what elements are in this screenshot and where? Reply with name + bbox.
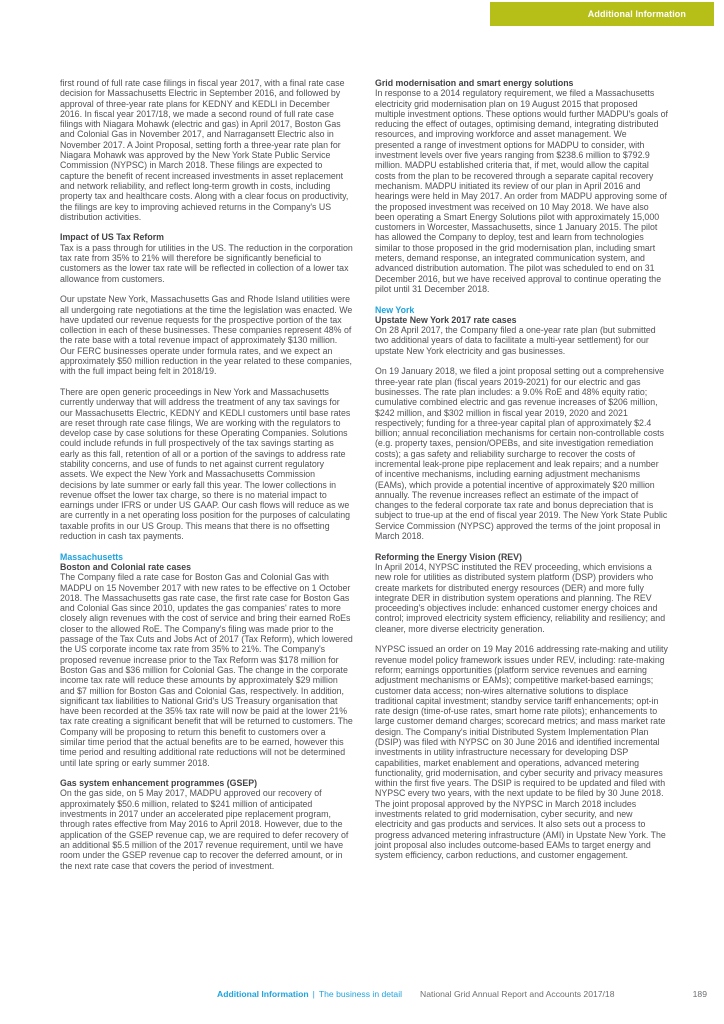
footer-breadcrumb bbox=[217, 989, 402, 999]
footer-subsection-label: The business in detail bbox=[318, 989, 403, 999]
footer-separator: | bbox=[312, 989, 315, 999]
paragraph: On 19 January 2018, we filed a joint proposal setting out a comprehensive three-year rate plan (fiscal years 2019-2021) for our electric and gas businesses. The rate plan includes: a 9.0% RoE and 48% equity ratio; cumulative combined electric and gas revenue increases of $206 million, $242 million, and $302 million in fiscal year 2019, 2020 and 2021 respectively; funding for a three-year capital plan of approximately $2.4 billion; annual reconciliation mechanisms for certain non-controllable costs (e.g. property taxes, pension/OPEBs, and site investigation remediation costs); a gas safety and reliability surcharge to recover the costs of incremental leak-prone pipe replacement and leak repairs; and a number of incentive mechanisms, including earning adjustment mechanisms (EAMs), which provide a potential incentive of approximately $20 million annually. The revenue increases reflect an estimate of the impact of changes to the federal corporate tax rate and bonus depreciation that is subject to true-up at the end of fiscal year 2019. The New York State Public Service Commission (NYPSC) approved the terms of the joint proposal in March 2018. bbox=[375, 366, 668, 542]
footer-report-title: National Grid Annual Report and Accounts 2017/18 bbox=[420, 989, 615, 999]
state-heading-new-york: New York bbox=[375, 304, 415, 315]
paragraph: NYPSC issued an order on 19 May 2016 addressing rate-making and utility revenue model policy framework issues under REV, including: rate-making reform; earnings opportunities (platform service revenues and earning adjustment mechanisms or EAMs); competitive market-based earnings; customer data access; non-wires alternative solutions to displace traditional capital investment; standby service tariff enhancements; opt-in rate design (time-of-use rates, smart home rate pilots); enhancements to large customer demand charges; scorecard metrics; and mass market rate design. The Company's initial Distributed System Implementation Plan (DSIP) was filed with NYPSC on 30 June 2016 and identified incremental investments in utility infrastructure necessary for developing DSP capabilities, market enablement and operations, advanced metering functionality, grid modernisation, and cyber security and privacy measures within the first five years. The DSIP is required to be updated and filed with NYPSC every two years, with the next update to be filed by 30 June 2018. The joint proposal approved by the NYPSC in March 2018 includes investments related to grid modernisation, cyber security, and new electricity and gas products and services. It also sets out a process to progress advanced metering infrastructure (AMI) in Upstate New York. The joint proposal also includes outcome-based EAMs to target energy and system efficiency, carbon reductions, and customer engagement. bbox=[375, 644, 668, 861]
paragraph: On 28 April 2017, the Company filed a one-year rate plan (but submitted two additional years of data to facilitate a multi-year settlement) for our upstate New York electricity and gas businesses. bbox=[375, 325, 656, 356]
right-column bbox=[375, 78, 668, 871]
paragraph: There are open generic proceedings in New York and Massachusetts currently underway that will address the treatment of any tax savings for our Massachusetts Electric, KEDNY and KEDLI customers until base rates are reset through rate case filings, We are working with the regulators to develop case by case solutions for these Operating Companies. Solutions could include refunds in full prospectively of the tax savings starting as early as this fall, retention of all or a portion of the savings to address rate stability concerns, and use of funds to net against current regulatory assets. We expect the New York and Massachusetts Commission decisions by late summer or early fall this year. The lower collections in revenue offset the lower tax charge, so there is no material impact to earnings under IFRS or under US GAAP. Our cash flows will reduce as we are currently in a net operating loss position for the purposes of calculating taxable profits in our US Group. This means that there is no offsetting reduction in cash tax payments. bbox=[60, 386, 351, 542]
footer-section-label: Additional Information bbox=[217, 989, 309, 999]
section-heading-gsep: Gas system enhancement programmes (GSEP) bbox=[60, 778, 258, 789]
state-heading-massachusetts: Massachusetts bbox=[60, 551, 124, 562]
paragraph: Tax is a pass through for utilities in the US. The reduction in the corporation tax rate from 35% to 21% will therefore be significantly beneficial to customers as the lower tax rate will be reflected in collection of a lower tax allowance from customers. bbox=[60, 242, 353, 284]
paragraph: The Company filed a rate case for Boston Gas and Colonial Gas with MADPU on 15 November 2017 with new rates to be effective on 1 October 2018. The Massachusetts gas rate case, the first rate case for Boston Gas and Colonial Gas since 2010, updates the gas companies' rates to more closely align revenues with the cost of service and bring their earned RoEs closer to the allowed RoE. The Company's filing was made prior to the passage of the Tax Cuts and Jobs Act of 2017 (Tax Reform), which lowered the US corporate income tax rate from 35% to 21%. The Company's proposed revenue increase prior to the Tax Reform was $178 million for Boston Gas and $36 million for Colonial Gas. The change in the corporate income tax rate will reduce these amounts by approximately $29 million and $7 million for Boston Gas and Colonial Gas, respectively. In addition, significant tax liabilities to National Grid's US Treasury organisation that have been recorded at the 35% tax rate will now be paid at the lower 21% tax rate creating a significant benefit that will be returned to customers. The Company will be proposing to return this benefit to customers over a similar time period that the actual benefits are to be earned, however this time period and resulting additional rate reductions will not be determined until late spring or early summer 2018. bbox=[60, 572, 353, 768]
page-footer bbox=[60, 989, 707, 999]
paragraph: Our upstate New York, Massachusetts Gas and Rhode Island utilities were all undergoing rate negotiations at the time the legislation was enacted. We have updated our revenue requests for the prospective portion of the tax collection in each of these businesses. These companies represent 48% of the rate base with a total revenue impact of approximately $130 million. Our FERC businesses operate under formula rates, and we expect an approximately $50 million reduction in the year related to these companies, with the full impact being felt in 2018/19. bbox=[60, 294, 353, 377]
section-banner bbox=[490, 2, 714, 26]
paragraph: On the gas side, on 5 May 2017, MADPU approved our recovery of approximately $50.6 million, related to $241 million of anticipated investments in 2017 under an accelerated pipe replacement program, through rates effective from May 2016 to April 2018. However, due to the application of the GSEP revenue cap, we are required to defer recovery of an additional $5.5 million of the 2017 revenue requirement, until we have room under the GSEP revenue cap to recover the deferred amount, or in the next rate case that covers the period of investment. bbox=[60, 788, 349, 871]
paragraph: first round of full rate case filings in fiscal year 2017, with a final rate case decision for Massachusetts Electric in September 2016, and followed by approval of three-year rate plans for KEDNY and KEDLI in December 2016. In fiscal year 2017/18, we made a second round of full rate case filings with Niagara Mohawk (electric and gas) in April 2017, Boston Gas and Colonial Gas in November 2017, and Narragansett Electric also in November 2017. A Joint Proposal, setting forth a three-year rate plan for Niagara Mohawk was approved by the New York State Public Service Commission (NYPSC) in March 2018. These filings are expected to capture the benefit of recent increased investments in asset replacement and network reliability, and reflect long-term growth in costs, including property tax and healthcare costs. Along with a clear focus on productivity, the filings are key to improving achieved returns in the Company's US distribution activities. bbox=[60, 78, 349, 222]
section-heading-grid-modernisation: Grid modernisation and smart energy solutions bbox=[375, 78, 574, 88]
paragraph: In response to a 2014 regulatory requirement, we filed a Massachusetts electricity grid modernisation plan on 19 August 2015 that proposed multiple investment options. These options would further MADPU's goals of reducing the effect of outages, optimising demand, integrating distributed resources, and improving workforce and asset management. We presented a range of investment options for MADPU to consider, with investment levels over five years ranging from $238.6 million to $792.9 million. MADPU established criteria that, if met, would allow the capital costs from the plan to be recovered through a separate capital recovery mechanism. MADPU initiated its review of our plan in April 2016 and hearings were held in May 2017. An order from MADPU approving some of the proposed investment was received on 10 May 2018. We have also been operating a Smart Energy Solutions pilot with approximately 15,000 customers in Worcester, Massachusetts, since 1 January 2015. The pilot has allowed the Company to deploy, test and learn from technologies similar to those proposed in the grid modernisation plan, including smart meters, demand response, an integrated communication system, and advanced distribution automation. The pilot was scheduled to end on 31 December 2016, but we have received approval to continue operating the pilot until 31 December 2018. bbox=[375, 88, 668, 294]
section-heading-reforming-the-energy-vision: Reforming the Energy Vision (REV) bbox=[375, 551, 522, 562]
section-banner-label: Additional Information bbox=[587, 9, 686, 19]
left-column bbox=[60, 78, 353, 881]
page-number: 189 bbox=[692, 989, 707, 999]
section-heading-boston-and-colonial-rate-cases: Boston and Colonial rate cases bbox=[60, 561, 192, 572]
section-heading-impact-of-us-tax-reform: Impact of US Tax Reform bbox=[60, 232, 164, 243]
paragraph: In April 2014, NYPSC instituted the REV proceeding, which envisions a new role for utilities as distributed system platform (DSP) providers who create markets for distributed energy resources (DER) and more fully integrate DER in distribution system operations and planning. The REV proceeding's objectives include: enhanced customer energy choices and control; improved electricity system efficiency, reliability and resiliency; and cleaner, more diverse electricity generation. bbox=[375, 561, 666, 634]
section-heading-upstate-new-york-rate-cases: Upstate New York 2017 rate cases bbox=[375, 314, 517, 325]
